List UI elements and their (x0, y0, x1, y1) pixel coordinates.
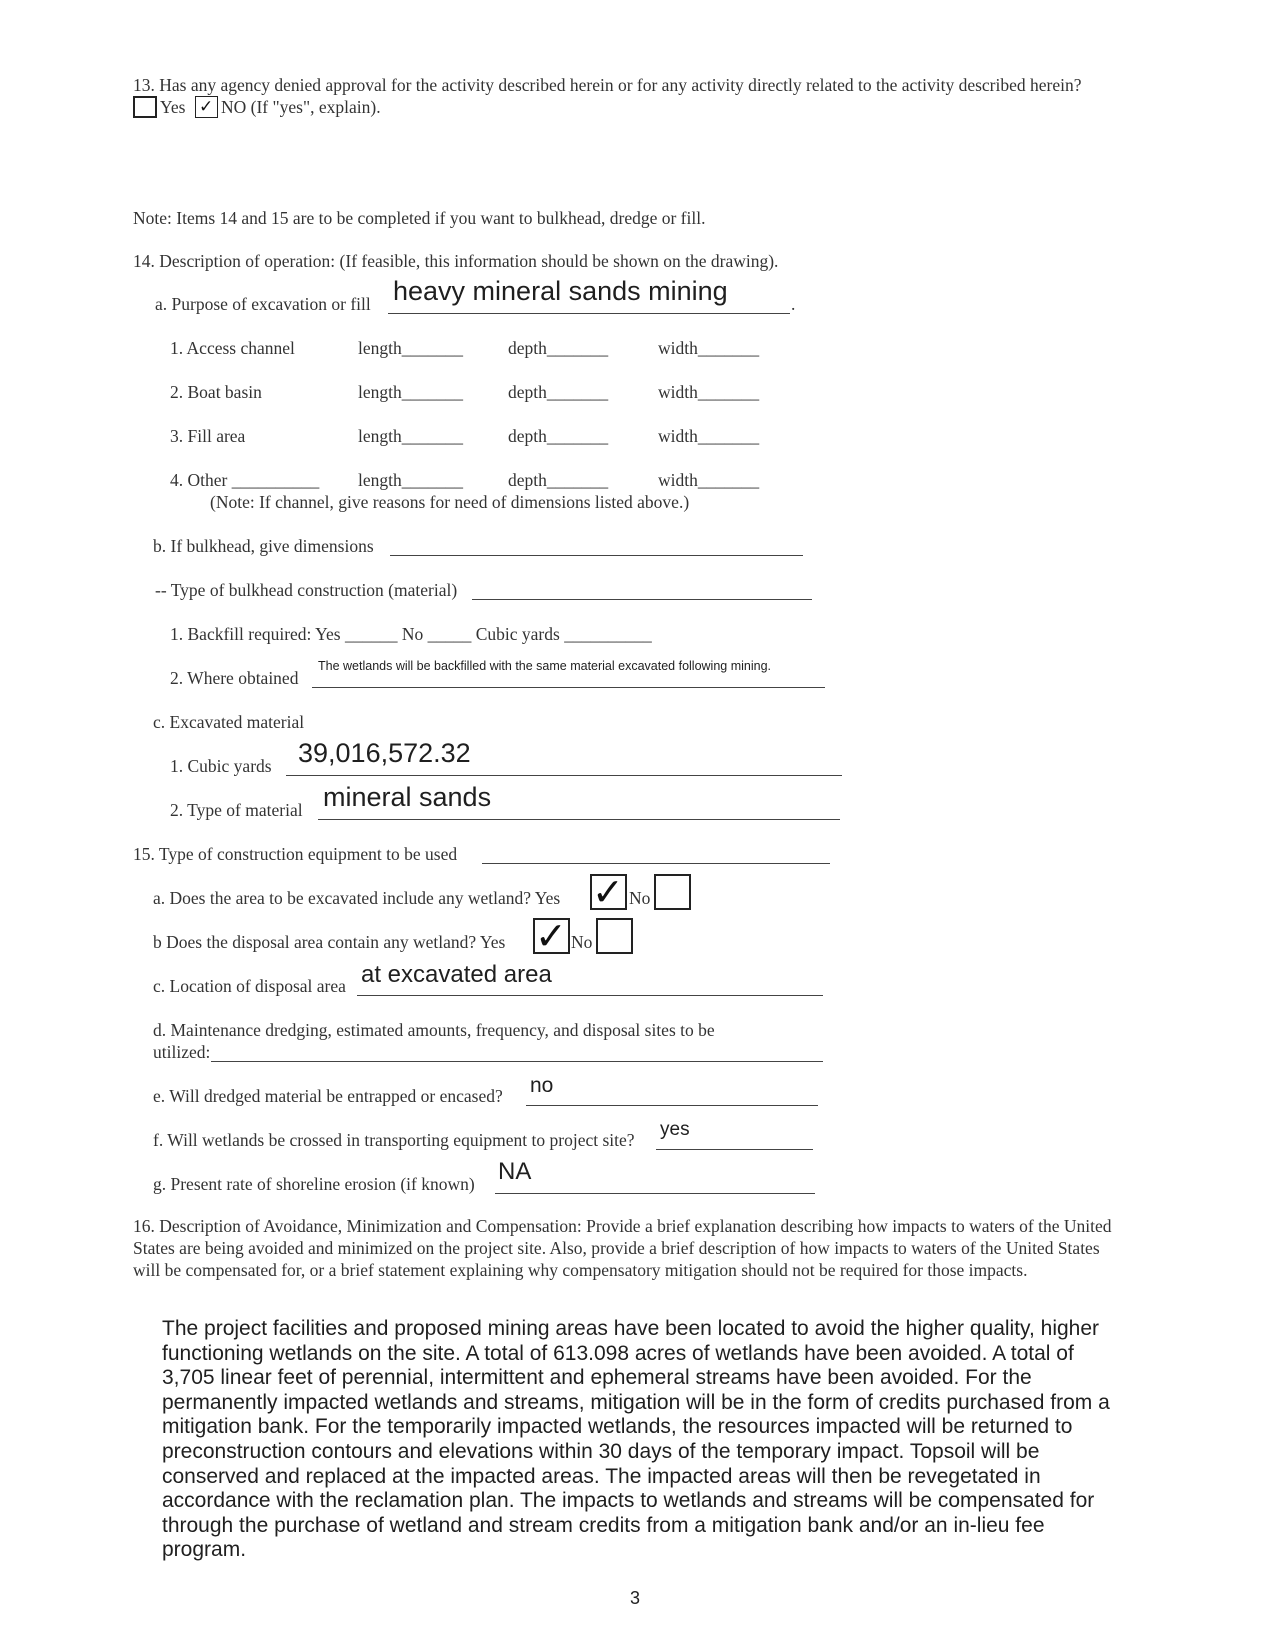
dim-row-label: 1. Access channel (170, 338, 295, 358)
dim-row-label: 3. Fill area (170, 426, 246, 446)
q15f-value[interactable]: yes (660, 1119, 690, 1140)
dim-row-length[interactable]: length_______ (358, 338, 463, 358)
dim-row-width[interactable]: width_______ (658, 338, 760, 358)
q15f-line (656, 1149, 813, 1150)
q14b-type-line[interactable] (472, 599, 812, 600)
q15b-label: b Does the disposal area contain any wetland? Yes (153, 932, 506, 952)
q15c-label: c. Location of disposal area (153, 976, 346, 996)
q15a-no-checkbox[interactable] (654, 874, 691, 910)
dim-row-depth[interactable]: depth_______ (508, 470, 609, 490)
q13-no-label: NO (If "yes", explain). (221, 97, 381, 117)
q14b-type-label: -- Type of bulkhead construction (material) (155, 580, 458, 600)
where-obtained-value[interactable]: The wetlands will be backfilled with the same material excavated following mining. (318, 659, 771, 673)
checkmark-icon: ✓ (199, 97, 214, 117)
backfill-label: 1. Backfill required: Yes ______ No _____ Cubic yards __________ (170, 624, 652, 644)
q15b-no-checkbox[interactable] (596, 918, 633, 954)
q15a-label: a. Does the area to be excavated include any wetland? Yes (153, 888, 561, 908)
items-note: Note: Items 14 and 15 are to be completed if you want to bulkhead, dredge or fill. (133, 208, 706, 228)
q15d-label-2: utilized: (153, 1042, 211, 1062)
q14b-line[interactable] (390, 555, 803, 556)
page-number: 3 (630, 1588, 641, 1608)
dim-row-depth[interactable]: depth_______ (508, 426, 609, 446)
q15-line[interactable] (482, 863, 830, 864)
q15f-label: f. Will wetlands be crossed in transporting equipment to project site? (153, 1130, 635, 1150)
q15a-no-label: No (629, 888, 651, 908)
dim-row-depth[interactable]: depth_______ (508, 338, 609, 358)
material-type-label: 2. Type of material (170, 800, 303, 820)
q15g-value[interactable]: NA (498, 1158, 532, 1185)
dim-rows-note: (Note: If channel, give reasons for need of dimensions listed above.) (210, 492, 690, 512)
q16-text: 16. Description of Avoidance, Minimization and Compensation: Provide a brief explanation describing how impacts to waters of the United States are being avoided and minimized on the project site. Also, provide a brief description of how impacts to waters of the United States will be compensated for, or a brief statement explaining why compensatory mitigation should not be required for those impacts. (133, 1216, 1112, 1280)
q16-answer[interactable]: The project facilities and proposed mining areas have been located to avoid the higher quality, higher functioning wetlands on the site. A total of 613.098 acres of wetlands have been avoided. A total of 3,705 linear feet of perennial, intermittent and ephemeral streams have been avoided. For the permanently impacted wetlands and streams, mitigation will be in the form of credits purchased from a mitigation bank. For the temporarily impacted wetlands, the resources impacted will be returned to preconstruction contours and elevations within 30 days of the temporary impact. Topsoil will be conserved and replaced at the impacted areas. The impacted areas will then be revegetated in accordance with the reclamation plan. The impacts to wetlands and streams will be compensated for through the purchase of wetland and stream credits from a mitigation bank and/or an in-lieu fee program. (162, 1317, 1110, 1562)
q15b-yes-checkbox[interactable] (533, 914, 570, 958)
q15c-line (357, 995, 823, 996)
q15g-label: g. Present rate of shoreline erosion (if known) (153, 1174, 475, 1194)
q14b-label: b. If bulkhead, give dimensions (153, 536, 374, 556)
q14c-label: c. Excavated material (153, 712, 305, 732)
q15e-label: e. Will dredged material be entrapped or encased? (153, 1086, 503, 1106)
dim-row-width[interactable]: width_______ (658, 426, 760, 446)
q14a-line (388, 313, 790, 314)
checkmark-icon: ✓ (535, 914, 567, 958)
q14a-period: . (791, 294, 796, 314)
cubic-yards-value[interactable]: 39,016,572.32 (298, 738, 471, 768)
dim-row-label: 4. Other __________ (170, 470, 320, 490)
checkmark-icon: ✓ (592, 870, 624, 914)
q13-yes-checkbox[interactable] (133, 96, 157, 118)
q15e-line (526, 1105, 818, 1106)
q15e-value[interactable]: no (530, 1074, 554, 1097)
q15a-yes-checkbox[interactable] (590, 870, 627, 914)
q15d-line[interactable] (211, 1061, 823, 1062)
dim-row-width[interactable]: width_______ (658, 470, 760, 490)
dim-row-depth[interactable]: depth_______ (508, 382, 609, 402)
where-obtained-line (312, 687, 825, 688)
dim-row-length[interactable]: length_______ (358, 382, 463, 402)
material-type-value[interactable]: mineral sands (323, 782, 492, 812)
q15d-label: d. Maintenance dredging, estimated amounts, frequency, and disposal sites to be (153, 1020, 715, 1040)
dim-row-label: 2. Boat basin (170, 382, 262, 402)
q15c-value[interactable]: at excavated area (361, 961, 552, 988)
q15g-line (495, 1193, 815, 1194)
dim-row-length[interactable]: length_______ (358, 470, 463, 490)
dim-row-width[interactable]: width_______ (658, 382, 760, 402)
q14-title: 14. Description of operation: (If feasible, this information should be shown on the drawing). (133, 251, 779, 271)
material-type-line (318, 819, 840, 820)
q14a-value[interactable]: heavy mineral sands mining (393, 276, 728, 306)
q13-yes-label: Yes (160, 97, 186, 117)
q15b-no-label: No (571, 932, 593, 952)
dim-row-length[interactable]: length_______ (358, 426, 463, 446)
cubic-yards-label: 1. Cubic yards (170, 756, 272, 776)
q14a-label: a. Purpose of excavation or fill (155, 294, 371, 314)
q13-text: 13. Has any agency denied approval for the activity described herein or for any activity directly related to the activity described herein? (133, 75, 1082, 95)
q15-title: 15. Type of construction equipment to be used (133, 844, 458, 864)
q13-no-checkbox[interactable] (195, 96, 218, 118)
where-obtained-label: 2. Where obtained (170, 668, 299, 688)
cubic-yards-line (286, 775, 842, 776)
